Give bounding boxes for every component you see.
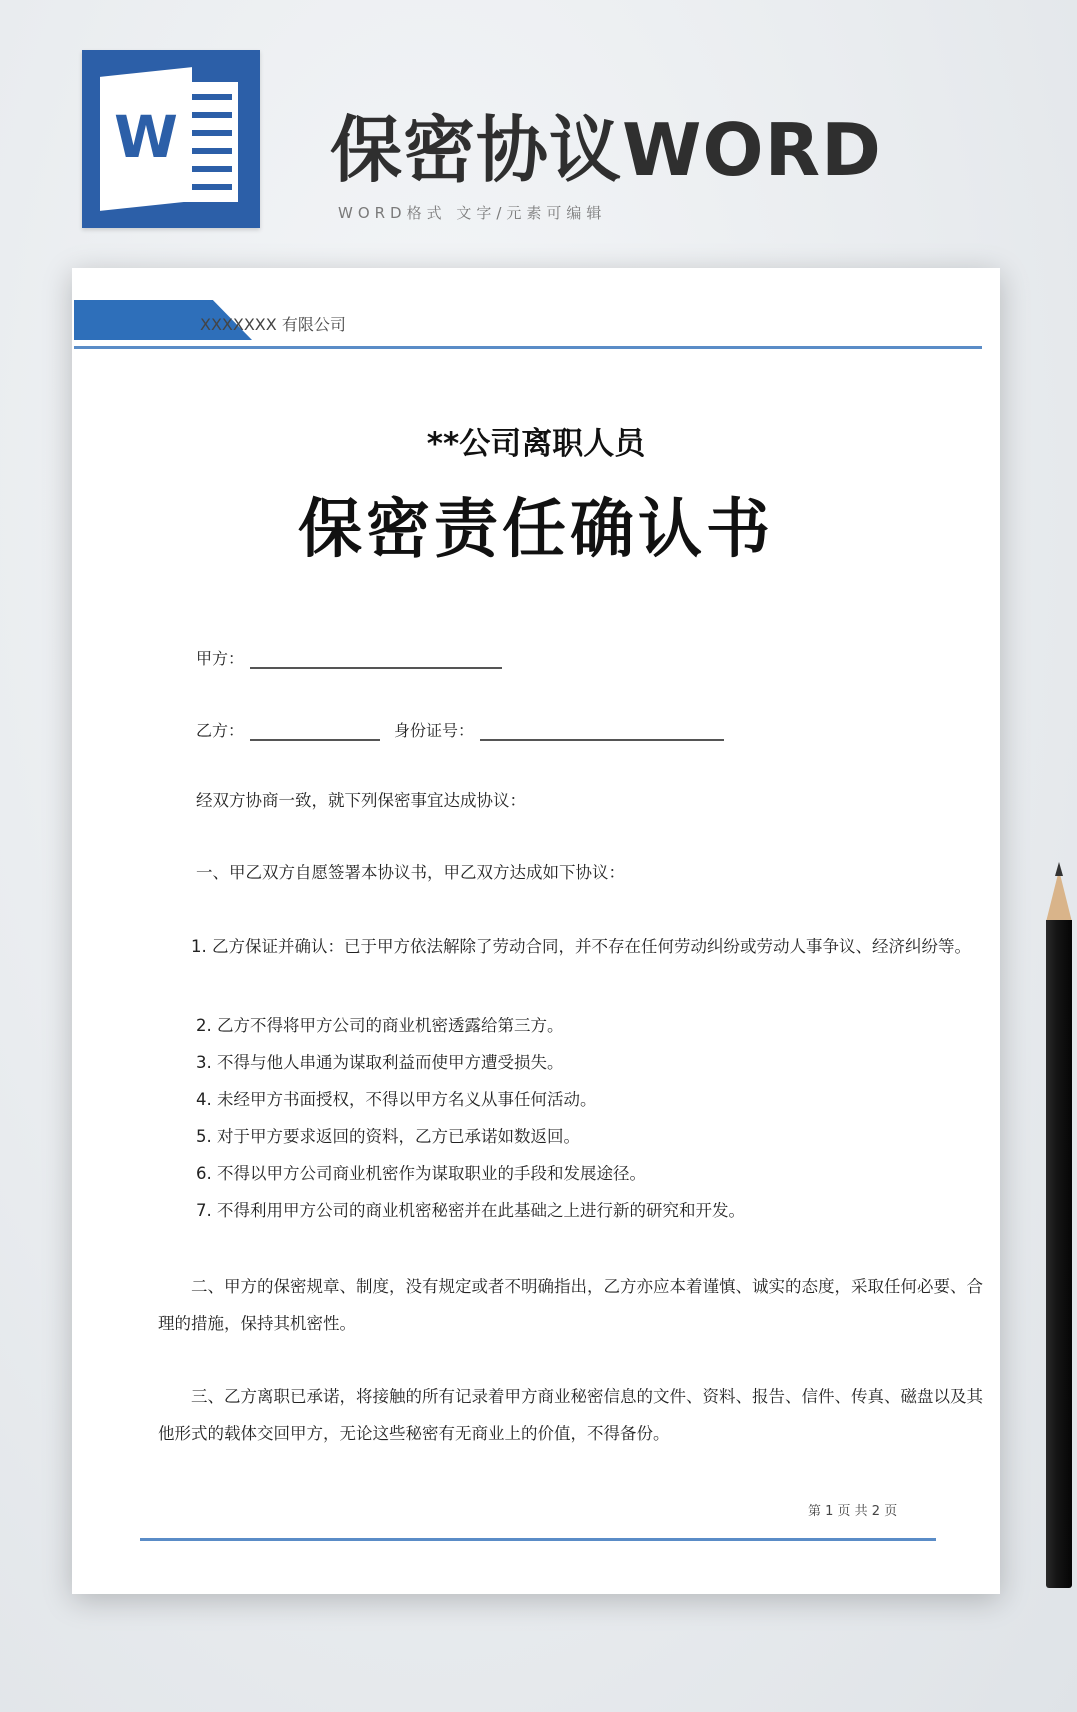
id-label: 身份证号： (394, 721, 475, 740)
list-item: 5. 对于甲方要求返回的资料，乙方已承诺如数返回。 (196, 1127, 580, 1146)
party-a-label: 甲方： (196, 649, 245, 668)
list-item-1: 1. 乙方保证并确认：已于甲方依法解除了劳动合同，并不存在任何劳动纠纷或劳动人事争议、经济纠纷等。 (191, 937, 971, 956)
section-2: 二、甲方的保密规章、制度，没有规定或者不明确指出，乙方亦应本着谨慎、诚实的态度，采取任何必要、合理的措施，保持其机密性。 (158, 1277, 983, 1333)
word-logo-icon (82, 50, 260, 228)
header-rule (74, 346, 982, 349)
banner-subtitle: WORD格式 文字/元素可编辑 (338, 204, 607, 222)
party-a-row (196, 646, 516, 669)
doc-subtitle: **公司离职人员 (426, 426, 646, 462)
list-item: 2. 乙方不得将甲方公司的商业机密透露给第三方。 (196, 1016, 564, 1035)
party-b-row (196, 718, 738, 741)
section-1-heading: 一、甲乙双方自愿签署本协议书，甲乙双方达成如下协议： (196, 863, 625, 882)
list-item: 7. 不得利用甲方公司的商业机密秘密并在此基础之上进行新的研究和开发。 (196, 1201, 745, 1220)
party-b-field (250, 721, 380, 741)
id-field (480, 721, 724, 741)
company-name: XXXXXXX 有限公司 (200, 315, 346, 334)
page-number: 第 1 页 共 2 页 (808, 1504, 898, 1519)
document-page (72, 268, 1000, 1594)
list-item: 3. 不得与他人串通为谋取利益而使甲方遭受损失。 (196, 1053, 564, 1072)
pencil-tip (1055, 862, 1063, 876)
list-item: 4. 未经甲方书面授权，不得以甲方名义从事任何活动。 (196, 1090, 597, 1109)
intro-text: 经双方协商一致，就下列保密事宜达成协议： (196, 791, 526, 810)
logo-letter: W (114, 103, 178, 171)
list-item: 6. 不得以甲方公司商业机密作为谋取职业的手段和发展途径。 (196, 1164, 646, 1183)
banner-title: 保密协议WORD (330, 108, 882, 192)
pencil (1046, 862, 1072, 1588)
pencil-body (1046, 920, 1072, 1588)
pencil-wood (1046, 870, 1072, 922)
section-3: 三、乙方离职已承诺，将接触的所有记录着甲方商业秘密信息的文件、资料、报告、信件、传真、磁盘以及其他形式的载体交回甲方，无论这些秘密有无商业上的价值，不得备份。 (158, 1387, 983, 1443)
footer-rule (140, 1538, 936, 1541)
party-b-label: 乙方： (196, 721, 245, 740)
party-a-field (250, 649, 502, 669)
doc-title: 保密责任确认书 (298, 493, 774, 567)
